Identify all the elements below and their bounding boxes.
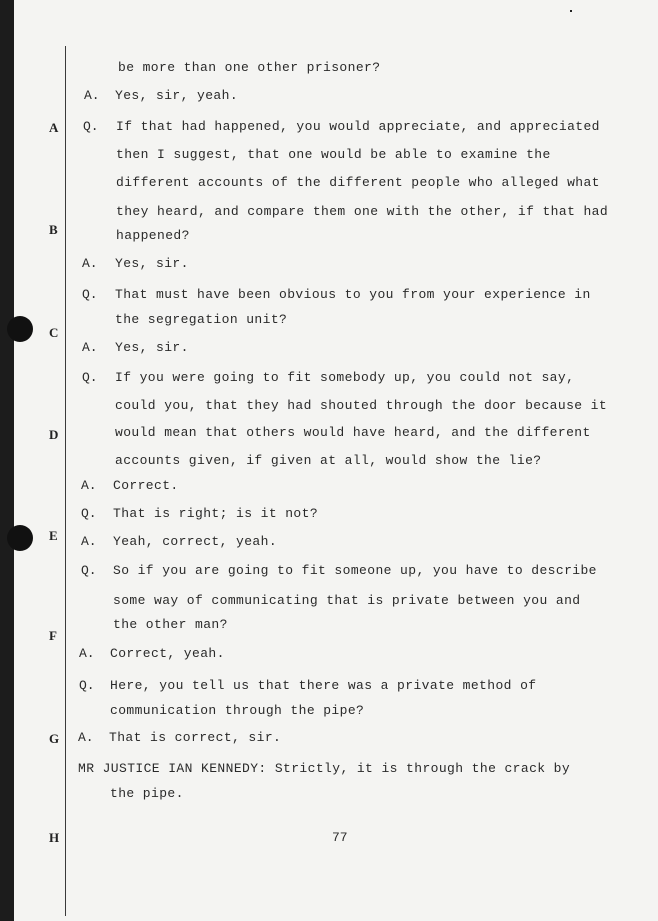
transcript-line: the pipe.	[110, 786, 184, 801]
margin-letter-d: D	[49, 427, 59, 442]
transcript-line: Yes, sir.	[115, 256, 189, 271]
punch-hole	[7, 525, 33, 551]
question-label: Q.	[79, 678, 95, 693]
transcript-line: Here, you tell us that there was a private method of	[110, 678, 537, 693]
transcript-line: some way of communicating that is private between you and	[113, 593, 581, 608]
transcript-line: That must have been obvious to you from your experience in	[115, 287, 591, 302]
punch-hole	[7, 316, 33, 342]
transcript-line: Correct.	[113, 478, 179, 493]
transcript-line: different accounts of the different people who alleged what	[116, 175, 600, 190]
answer-label: A.	[79, 646, 95, 661]
answer-label: A.	[81, 534, 97, 549]
margin-letter-e: E	[49, 528, 58, 543]
transcript-line: accounts given, if given at all, would show the lie?	[115, 453, 542, 468]
question-label: Q.	[82, 287, 98, 302]
transcript-page	[14, 0, 658, 921]
answer-label: A.	[82, 340, 98, 355]
margin-letter-h: H	[49, 830, 60, 845]
question-label: Q.	[82, 370, 98, 385]
question-label: Q.	[83, 119, 99, 134]
transcript-line: happened?	[116, 228, 190, 243]
transcript-line: If you were going to fit somebody up, you could not say,	[115, 370, 575, 385]
margin-rule	[65, 46, 66, 916]
page-number: 77	[332, 830, 348, 845]
answer-label: A.	[84, 88, 100, 103]
transcript-line: the other man?	[113, 617, 228, 632]
transcript-line: could you, that they had shouted through the door because it	[115, 398, 608, 413]
margin-letter-a: A	[49, 120, 59, 135]
transcript-line: So if you are going to fit someone up, you have to describe	[113, 563, 597, 578]
transcript-line: the segregation unit?	[115, 312, 288, 327]
transcript-line: communication through the pipe?	[110, 703, 365, 718]
transcript-line: be more than one other prisoner?	[118, 60, 381, 75]
transcript-line: That is correct, sir.	[109, 730, 282, 745]
transcript-line: then I suggest, that one would be able to examine the	[116, 147, 551, 162]
transcript-line: would mean that others would have heard, and the different	[115, 425, 591, 440]
answer-label: A.	[78, 730, 94, 745]
transcript-line: Yes, sir, yeah.	[115, 88, 239, 103]
transcript-line: That is right; is it not?	[113, 506, 319, 521]
transcript-line: they heard, and compare them one with the other, if that had	[116, 204, 609, 219]
margin-letter-g: G	[49, 731, 60, 746]
transcript-line: If that had happened, you would appreciate, and appreciated	[116, 119, 600, 134]
margin-letter-b: B	[49, 222, 58, 237]
answer-label: A.	[81, 478, 97, 493]
answer-label: A.	[82, 256, 98, 271]
transcript-line: Yeah, correct, yeah.	[113, 534, 278, 549]
transcript-line: Yes, sir.	[115, 340, 189, 355]
question-label: Q.	[81, 563, 97, 578]
question-label: Q.	[81, 506, 97, 521]
margin-letter-c: C	[49, 325, 59, 340]
transcript-line: MR JUSTICE IAN KENNEDY: Strictly, it is through the crack by	[78, 761, 571, 776]
margin-letter-f: F	[49, 628, 57, 643]
transcript-line: Correct, yeah.	[110, 646, 225, 661]
scan-speck	[570, 10, 572, 12]
